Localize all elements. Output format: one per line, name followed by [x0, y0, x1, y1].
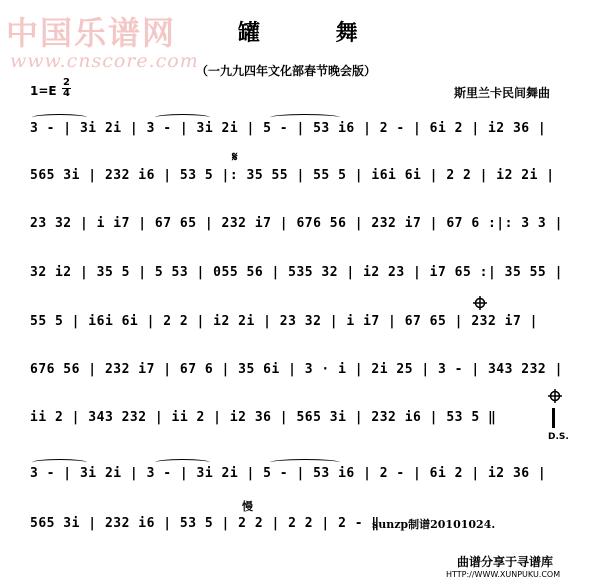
slur-mark	[270, 114, 340, 121]
score-subtitle: （一九九四年文化部春节晚会版）	[196, 64, 377, 78]
slur-mark	[270, 459, 340, 466]
slur-mark	[155, 114, 210, 121]
composer-label: 斯里兰卡民间舞曲	[454, 86, 551, 100]
watermark-site-name: 中国乐谱网	[6, 14, 177, 52]
score-row-4: 32 i2 | 35 5 | 5 53 | 055 56 | 535 32 | i2 23 | i7 65 :| 35 55 |	[30, 265, 563, 280]
time-signature-bottom: 4	[63, 88, 70, 99]
share-text: 曲谱分享于寻谱库	[457, 555, 554, 569]
slur-mark	[155, 459, 210, 466]
ds-label: D.S.	[548, 432, 569, 442]
score-row-2: 565 3i | 232 i6 | 53 5 |: 35 55 | 55 5 | i6i 6i | 2 2 | i2 2i |	[30, 168, 555, 183]
score-row-6: 676 56 | 232 i7 | 67 6 | 35 6i | 3 · i | 2i 25 | 3 - | 343 232 |	[30, 362, 563, 377]
score-title: 罐 舞	[238, 20, 392, 46]
coda-icon	[473, 296, 487, 310]
slur-mark	[32, 114, 87, 121]
time-signature-top: 2	[63, 77, 70, 88]
transcriber-signature: sunzp制谱20101024.	[372, 518, 496, 531]
score-row-5: 55 5 | i6i 6i | 2 2 | i2 2i | 23 32 | i i7 | 67 65 | 232 i7 |	[30, 314, 538, 329]
share-url: HTTP://WWW.XUNPUKU.COM	[446, 570, 561, 579]
slur-mark	[32, 459, 87, 466]
coda-icon	[548, 389, 562, 403]
score-row-1: 3 - | 3i 2i | 3 - | 3i 2i | 5 - | 53 i6 | 2 - | 6i 2 | i2 36 |	[30, 121, 547, 136]
key-signature: 1=E	[30, 84, 57, 98]
watermark-site-url: www.cnscore.com	[10, 50, 199, 72]
score-row-7: ii 2 | 343 232 | ii 2 | i2 36 | 565 3i | 232 i6 | 53 5 ‖	[30, 410, 497, 425]
score-row-8: 3 - | 3i 2i | 3 - | 3i 2i | 5 - | 53 i6 | 2 - | 6i 2 | i2 36 |	[30, 466, 547, 481]
segno-icon: 𝄋	[232, 150, 238, 165]
time-signature	[62, 78, 71, 99]
score-row-9: 565 3i | 232 i6 | 53 5 | 2 2 | 2 2 | 2 - ‖	[30, 516, 380, 531]
tempo-marking: 慢	[242, 500, 253, 513]
score-row-3: 23 32 | i i7 | 67 65 | 232 i7 | 676 56 | 232 i7 | 67 6 :|: 3 3 |	[30, 216, 563, 231]
final-barline	[552, 408, 555, 428]
